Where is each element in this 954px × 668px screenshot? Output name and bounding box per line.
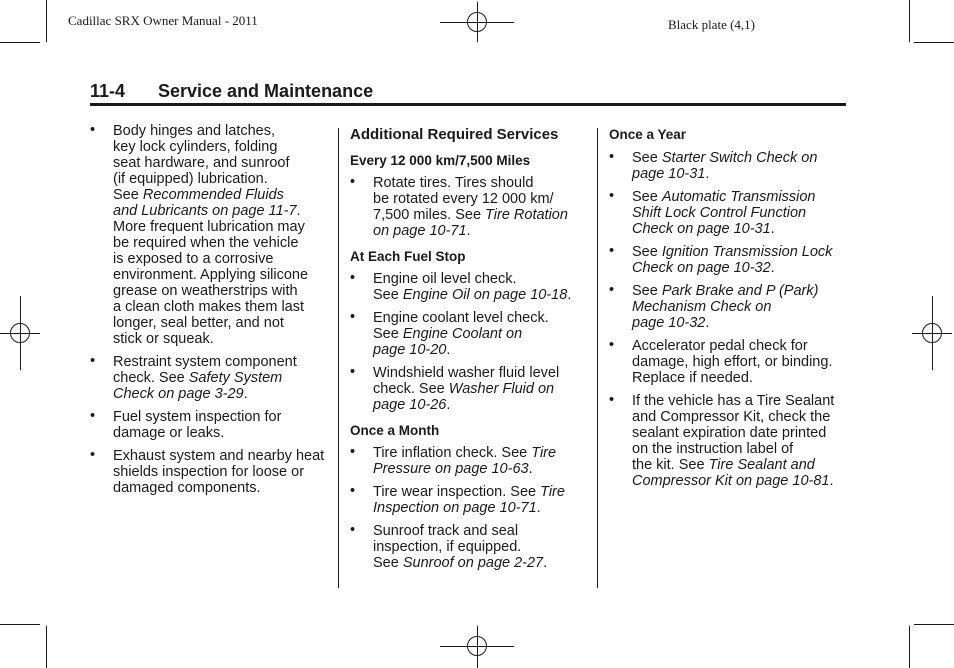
bullet-list [350,175,585,239]
bullet-icon: • [90,122,96,138]
cross-reference: Ignition Transmission Lock Check on page 10-32 [632,244,833,276]
section-title: Service and Maintenance [158,81,374,101]
group-title: Once a Month [350,423,440,438]
bullet-icon: • [90,447,96,463]
section-heading [90,80,846,106]
document-title: Cadillac SRX Owner Manual - 2011 [68,13,258,28]
list-item: • See Automatic Transmission Shift Lock Control Function Check on page 10-31. [609,188,816,237]
cross-reference: Starter Switch Check on page 10-31 [632,150,818,182]
cross-reference: Safety System Check on page 3-29 [113,370,283,402]
bullet-icon: • [609,188,615,204]
cross-reference: Recommended Fluids and Lubricants on page 11-7 [113,187,297,219]
list-item: • Tire inflation check. See Tire Pressure on page 10-63. [350,444,557,477]
list-item: • See Starter Switch Check on page 10-31. [609,149,818,182]
list-item: • If the vehicle has a Tire Sealant and Compressor Kit, check the sealant expiration date printed on the instruction label of the kit. See Tire Sealant and Compressor Kit on page 10-81. [609,392,835,489]
list-item: • Body hinges and latches, key lock cylinders, folding seat hardware, and sunroof (if equipped) lubrication. See Recommended Fluids and Lubricants on page 11-7. More frequent lubrication may be required when the vehicle is exposed to a corrosive environment. Applying silicone grease on weatherstrips with a clean cloth makes them last longer, seal better, and not stick or squeak. [90,122,309,347]
column-divider-2 [597,128,598,588]
bullet-icon: • [350,444,356,460]
column-1 [90,123,330,503]
subsection-heading: Additional Required Services [350,126,559,143]
bullet-icon: • [350,174,356,190]
bullet-icon: • [609,392,615,408]
bullet-list [350,271,585,413]
bullet-icon: • [90,408,96,424]
cross-reference: Tire Pressure on page 10-63 [373,445,557,477]
list-item: • Restraint system component check. See Safety System Check on page 3-29. [90,353,297,402]
bullet-icon: • [350,270,356,286]
column-3 [609,123,849,496]
list-item: • See Park Brake and P (Park) Mechanism Check on page 10-32. [609,282,819,331]
bullet-list [90,123,330,496]
group-title: At Each Fuel Stop [350,249,466,264]
bullet-icon: • [350,309,356,325]
bullet-icon: • [609,282,615,298]
cross-reference: Park Brake and P (Park) Mechanism Check on page 10-32 [632,283,819,331]
cross-reference: Tire Rotation on page 10-71 [373,207,568,239]
cross-reference: Automatic Transmission Shift Lock Control Function Check on page 10-31 [632,189,816,237]
cross-reference: Engine Coolant on page 10-20 [373,326,523,358]
column-2 [350,123,585,578]
bullet-icon: • [609,149,615,165]
list-item: • Exhaust system and nearby heat shields inspection for loose or damaged components. [90,447,325,496]
group-title: Once a Year [609,127,687,142]
bullet-icon: • [350,522,356,538]
list-item: • Tire wear inspection. See Tire Inspection on page 10-71. [350,483,565,516]
bullet-icon: • [609,337,615,353]
bullet-icon: • [350,364,356,380]
section-number: 11-4 [90,81,126,101]
list-item: • Windshield washer fluid level check. See Washer Fluid on page 10-26. [350,364,560,413]
list-item: • Engine oil level check. See Engine Oil on page 10-18. [350,270,572,303]
bullet-icon: • [609,243,615,259]
bullet-icon: • [90,353,96,369]
cross-reference: Engine Oil on page 10-18 [402,287,568,303]
cross-reference: Washer Fluid on page 10-26 [373,381,555,413]
list-item: • Fuel system inspection for damage or leaks. [90,408,282,441]
list-item: • Sunroof track and seal inspection, if equipped. See Sunroof on page 2-27. [350,522,548,571]
bullet-icon: • [350,483,356,499]
list-item: • See Ignition Transmission Lock Check on page 10-32. [609,243,833,276]
column-divider-1 [338,128,339,588]
cross-reference: Sunroof on page 2-27 [402,555,544,571]
cross-reference: Tire Sealant and Compressor Kit on page 10-81 [632,457,830,489]
group-title: Every 12 000 km/7,500 Miles [350,153,531,168]
bullet-list [350,445,585,571]
cross-reference: Tire Inspection on page 10-71 [373,484,565,516]
list-item: • Accelerator pedal check for damage, high effort, or binding. Replace if needed. [609,337,833,386]
list-item: • Rotate tires. Tires should be rotated every 12 000 km/ 7,500 miles. See Tire Rotation on page 10-71. [350,174,568,239]
plate-label: Black plate (4,1) [668,17,755,32]
list-item: • Engine coolant level check. See Engine Coolant on page 10-20. [350,309,549,358]
bullet-list [609,150,849,489]
